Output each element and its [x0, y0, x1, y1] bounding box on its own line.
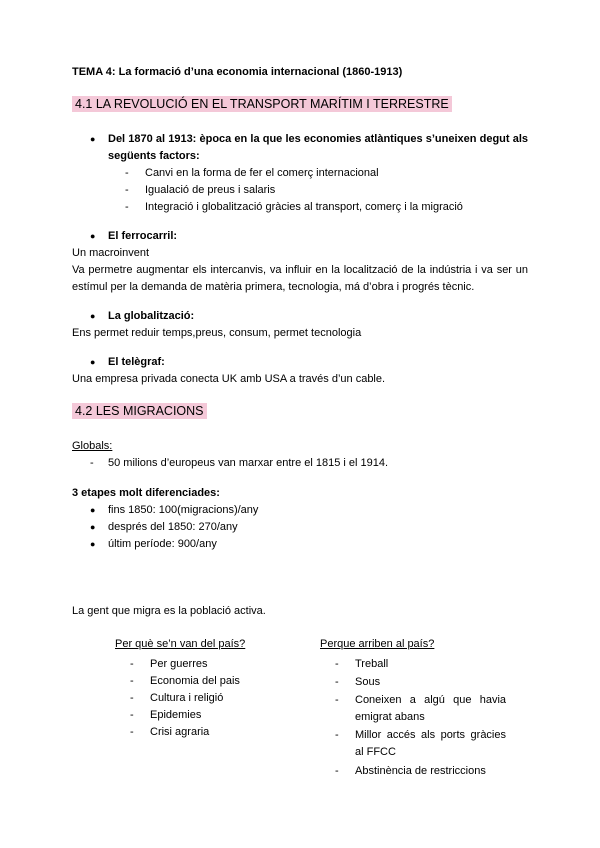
dash-icon: - — [130, 658, 134, 670]
arrive-item: Millor accés als ports gràcies al FFCC — [355, 729, 506, 758]
dash-icon: - — [130, 692, 134, 704]
arrive-item: Sous — [355, 676, 381, 688]
factor-item: Integració i globalització gràcies al transport, comerç i la migració — [145, 201, 463, 213]
list-item — [130, 656, 320, 673]
leave-item: Epidemies — [150, 709, 202, 721]
list-item — [130, 707, 320, 724]
list-item — [335, 674, 506, 691]
bullet-icon: ● — [90, 522, 96, 532]
factors-label: Del 1870 al 1913: època en la que les economies atlàntiques s’uneixen degut als següents factors: — [108, 133, 528, 162]
section-heading-4-2 — [72, 402, 528, 420]
leave-item: Per guerres — [150, 658, 208, 670]
arrive-item: Treball — [355, 658, 389, 670]
list-item — [130, 673, 320, 690]
globals-label: Globals: — [72, 440, 113, 452]
dash-icon: - — [335, 676, 339, 688]
bullet-globalitzacio — [90, 308, 528, 325]
dash-icon: - — [125, 201, 129, 213]
leave-item: Economia del pais — [150, 675, 240, 687]
globalitzacio-label: La globalització: — [108, 310, 195, 322]
highlighted-heading-text: 4.2 LES MIGRACIONS — [72, 403, 207, 419]
dash-icon: - — [90, 457, 94, 469]
arrive-item: Abstinència de restriccions — [355, 765, 486, 777]
ferrocarril-line1: Un macroinvent — [72, 247, 150, 259]
factors-list — [125, 165, 528, 216]
list-item — [130, 724, 320, 741]
column-leave-heading: Per què se’n van del país? — [115, 638, 246, 650]
doc-title: TEMA 4: La formació d’una economia internacional (1860-1913) — [72, 66, 403, 78]
bullet-telegraf — [90, 354, 528, 371]
dash-icon: - — [130, 675, 134, 687]
dash-icon: - — [125, 184, 129, 196]
section-heading-4-1 — [72, 95, 528, 113]
list-item — [335, 763, 506, 780]
dash-icon: - — [130, 726, 134, 738]
etapes-list — [72, 502, 528, 553]
bullet-factors — [90, 131, 528, 165]
globals-item-text: 50 milions d’europeus van marxar entre el 1815 i el 1914. — [108, 457, 389, 469]
etapa-item: fins 1850: 100(migracions)/any — [108, 504, 259, 516]
bullet-icon: ● — [90, 134, 96, 144]
list-item — [90, 502, 528, 519]
dash-icon: - — [125, 167, 129, 179]
dash-icon: - — [130, 709, 134, 721]
list-item — [125, 182, 528, 199]
arrive-item: Coneixen a algú que havia emigrat abans — [355, 694, 506, 723]
globals-item — [90, 455, 528, 472]
column-arrive — [320, 636, 528, 781]
column-arrive-heading: Perque arriben al país? — [320, 638, 435, 650]
dash-icon: - — [335, 658, 339, 670]
factor-item: Canvi en la forma de fer el comerç internacional — [145, 167, 379, 179]
leave-item: Cultura i religió — [150, 692, 224, 704]
bullet-icon: ● — [90, 231, 96, 241]
dash-icon: - — [335, 729, 339, 741]
etapa-item: últim període: 900/any — [108, 538, 217, 550]
telegraf-label: El telègraf: — [108, 356, 165, 368]
dash-icon: - — [335, 694, 339, 706]
column-leave — [72, 636, 320, 781]
factor-item: Igualació de preus i salaris — [145, 184, 276, 196]
list-item — [130, 690, 320, 707]
list-item — [90, 536, 528, 553]
nota-paragraph: La gent que migra es la població activa. — [72, 605, 266, 617]
list-item — [125, 199, 528, 216]
highlighted-heading-text: 4.1 LA REVOLUCIÓ EN EL TRANSPORT MARÍTIM I TERRESTRE — [72, 96, 452, 112]
list-item — [335, 692, 506, 726]
list-item — [125, 165, 528, 182]
bullet-icon: ● — [90, 505, 96, 515]
list-item — [90, 519, 528, 536]
telegraf-text: Una empresa privada conecta UK amb USA a través d’un cable. — [72, 373, 386, 385]
ferrocarril-label: El ferrocarril: — [108, 230, 178, 242]
dash-icon: - — [335, 765, 339, 777]
list-item — [335, 656, 506, 673]
etapa-item: després del 1850: 270/any — [108, 521, 238, 533]
globalitzacio-text: Ens permet reduir temps,preus, consum, permet tecnologia — [72, 327, 362, 339]
bullet-icon: ● — [90, 357, 96, 367]
bullet-ferrocarril — [90, 228, 528, 245]
bullet-icon: ● — [90, 539, 96, 549]
leave-item: Crisi agraria — [150, 726, 210, 738]
bullet-icon: ● — [90, 311, 96, 321]
ferrocarril-paragraph: Va permetre augmentar els intercanvis, va influir en la localització de la indústria i va ser un estímul per la demanda de matèria primera, tecnologia, má d’obra i progrés tècnic. — [72, 264, 528, 293]
list-item — [335, 727, 506, 761]
migration-columns — [72, 636, 528, 781]
etapes-label: 3 etapes molt diferenciades: — [72, 487, 220, 499]
